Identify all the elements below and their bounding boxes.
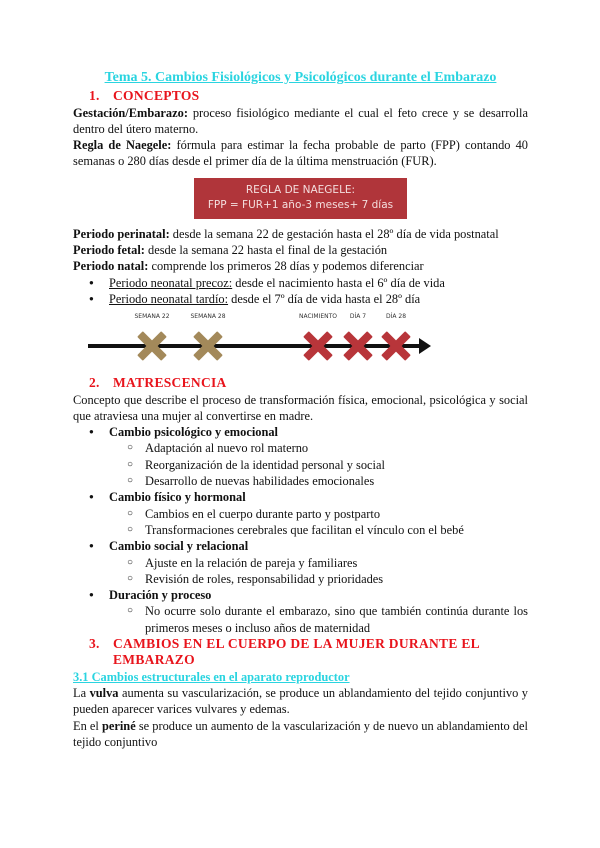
timeline-label: DÍA 28 (385, 313, 407, 321)
paragraph-natal: Periodo natal: comprende los primeros 28 días y podemos diferenciar (73, 259, 424, 274)
subsection-heading: 3.1 Cambios estructurales en el aparato reproductor (73, 669, 350, 684)
paragraph-gestacion: Gestación/Embarazo: proceso fisiológico mediante el cual el feto crece y se desarrolla dentro del útero materno. (73, 105, 528, 136)
cross-marker-icon (381, 331, 411, 361)
list-item: ● Cambio psicológico y emocional (73, 424, 528, 440)
timeline-label: DÍA 7 (349, 313, 367, 321)
timeline-diagram (73, 309, 528, 375)
timeline-label: NACIMIENTO (298, 313, 338, 321)
cross-marker-icon (193, 331, 223, 361)
list-item: ● Duración y proceso (73, 587, 528, 603)
section-heading-cambios: 3. CAMBIOS EN EL CUERPO DE LA MUJER DURANTE EL EMBARAZO (89, 636, 480, 668)
list-item: ○ Revisión de roles, responsabilidad y prioridades (73, 571, 528, 587)
list-item: ○ Adaptación al nuevo rol materno (73, 440, 528, 456)
list-item: ● Cambio social y relacional (73, 538, 528, 554)
paragraph-perine: En el periné se produce un aumento de la vascularización y de nuevo un ablandamiento del tejido conjuntivo (73, 718, 528, 749)
arrow-icon (419, 338, 431, 354)
section-heading-matrescencia: 2. MATRESCENCIA (89, 375, 227, 391)
list-item: ○ Ajuste en la relación de pareja y familiares (73, 555, 528, 571)
cross-marker-icon (303, 331, 333, 361)
list-item: ○ Desarrollo de nuevas habilidades emocionales (73, 473, 528, 489)
neonatal-list (73, 275, 528, 308)
document-title: Tema 5. Cambios Fisiológicos y Psicológicos durante el Embarazo (104, 70, 497, 85)
list-item: ● Cambio físico y hormonal (73, 489, 528, 505)
list-item: ○ Transformaciones cerebrales que facilitan el vínculo con el bebé (73, 522, 528, 538)
cross-marker-icon (343, 331, 373, 361)
matrescencia-list (73, 424, 528, 636)
list-item: ○ No ocurre solo durante el embarazo, sino que también continúa durante los primeros meses o incluso años de maternidad (73, 603, 528, 636)
paragraph-matrescencia: Concepto que describe el proceso de transformación física, emocional, psicológica y social que atraviesa una mujer al convertirse en madre. (73, 392, 528, 423)
section-heading-conceptos: 1. CONCEPTOS (89, 88, 200, 104)
list-item: ● Periodo neonatal precoz: desde el nacimiento hasta el 6º día de vida (73, 275, 528, 291)
document-page (73, 70, 528, 750)
paragraph-vulva: La vulva aumenta su vascularización, se produce un ablandamiento del tejido conjuntivo y pueden aparecer varices vulvares y edemas. (73, 685, 529, 717)
timeline-label: SEMANA 22 (134, 313, 170, 321)
paragraph-perinatal: Periodo perinatal: desde la semana 22 de gestación hasta el 28º día de vida postnatal (73, 226, 499, 241)
cross-marker-icon (137, 331, 167, 361)
paragraph-naegele: Regla de Naegele: fórmula para estimar la fecha probable de parto (FPP) contando 40 semanas o 280 días desde el primer día de la última menstruación (FUR). (73, 138, 528, 169)
timeline-label: SEMANA 28 (190, 313, 226, 321)
list-item: ○ Cambios en el cuerpo durante parto y postparto (73, 506, 528, 522)
list-item: ○ Reorganización de la identidad personal y social (73, 457, 528, 473)
naegele-formula-image: REGLA DE NAEGELE: FPP = FUR+1 año-3 meses+ 7 días (194, 178, 407, 219)
paragraph-fetal: Periodo fetal: desde la semana 22 hasta el final de la gestación (73, 243, 388, 258)
list-item: ● Periodo neonatal tardío: desde el 7º día de vida hasta el 28º día (73, 291, 528, 307)
